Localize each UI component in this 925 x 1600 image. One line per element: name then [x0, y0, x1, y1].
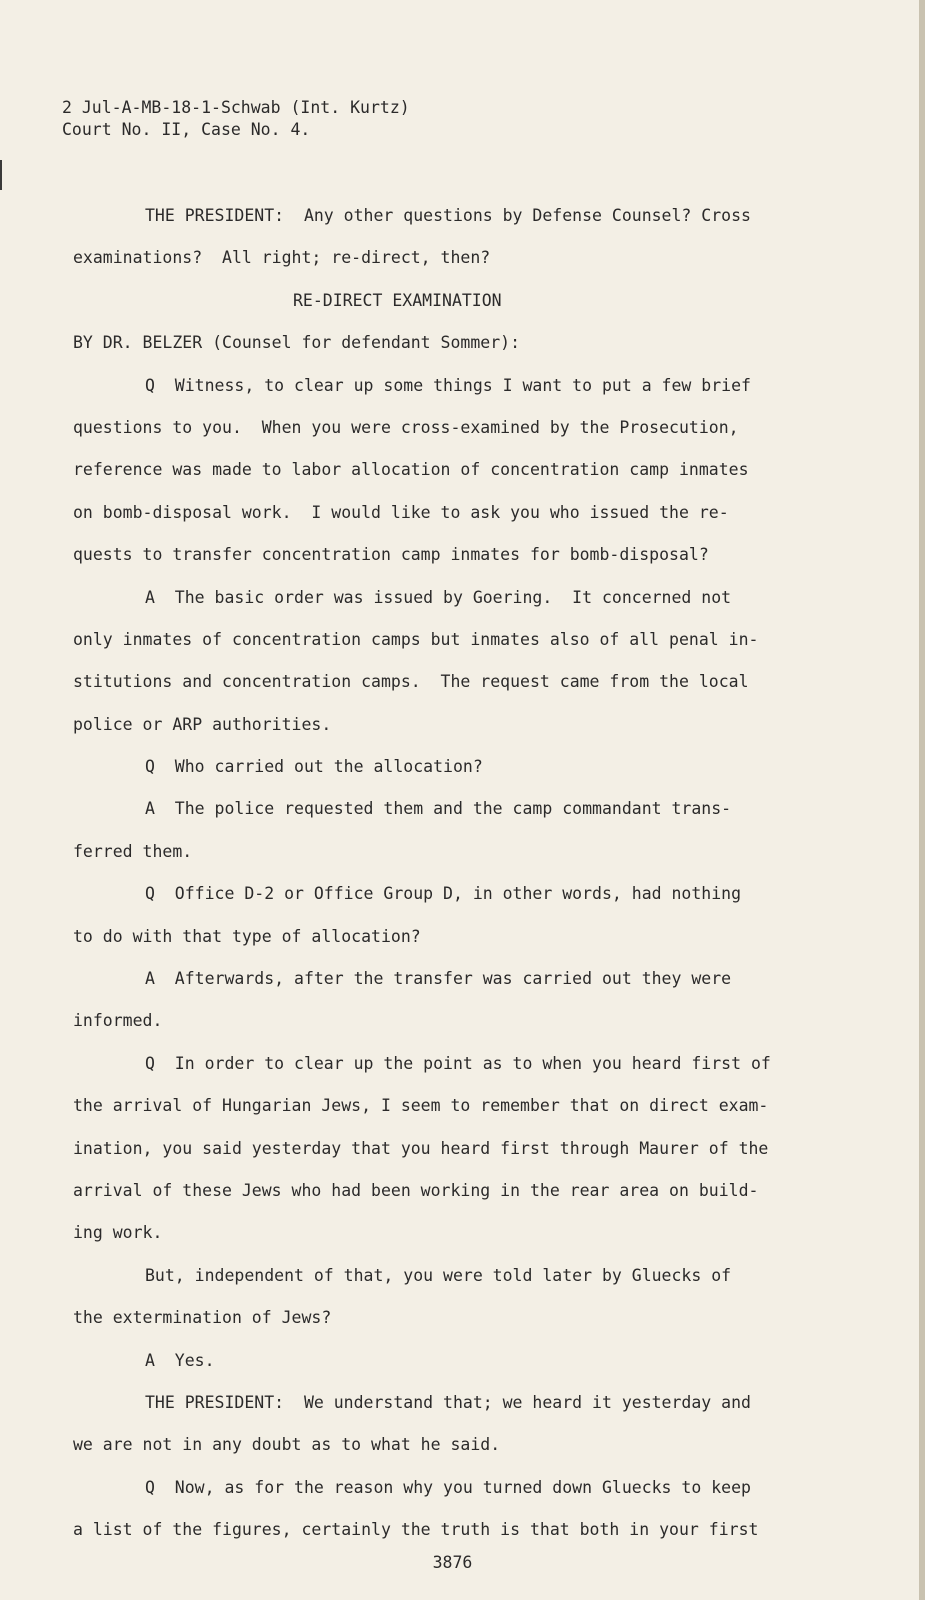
transcript-line: we are not in any doubt as to what he said. [73, 1435, 501, 1455]
transcript-line: quests to transfer concentration camp inmates for bomb-disposal? [73, 545, 709, 565]
section-heading: RE-DIRECT EXAMINATION [293, 290, 502, 310]
transcript-line: ination, you said yesterday that you heard first through Maurer of the [73, 1138, 769, 1158]
transcript-line: But, independent of that, you were told later by Gluecks of [145, 1265, 732, 1285]
transcript-line: the arrival of Hungarian Jews, I seem to remember that on direct exam- [73, 1096, 769, 1116]
transcript-line: stitutions and concentration camps. The request came from the local [73, 672, 749, 692]
transcript-line: only inmates of concentration camps but inmates also of all penal in- [73, 629, 759, 649]
transcript-line: Q Witness, to clear up some things I want to put a few brief [145, 375, 751, 395]
transcript-line: THE PRESIDENT: We understand that; we heard it yesterday and [145, 1392, 751, 1412]
transcript-line: A Afterwards, after the transfer was carried out they were [145, 969, 732, 989]
transcript-body [73, 195, 873, 1552]
transcript-line: THE PRESIDENT: Any other questions by Defense Counsel? Cross [145, 206, 751, 225]
header-line-1: 2 Jul-A-MB-18-1-Schwab (Int. Kurtz) [62, 98, 410, 117]
page-number: 3876 [432, 1553, 473, 1572]
transcript-line: to do with that type of allocation? [73, 926, 421, 946]
transcript-line: Q Office D-2 or Office Group D, in other words, had nothing [145, 884, 742, 904]
header-line-2: Court No. II, Case No. 4. [62, 120, 311, 139]
transcript-line: BY DR. BELZER (Counsel for defendant Sommer): [73, 333, 521, 353]
transcript-line: A Yes. [145, 1350, 215, 1370]
transcript-line: Q Who carried out the allocation? [145, 757, 483, 777]
transcript-line: Q Now, as for the reason why you turned down Gluecks to keep [145, 1477, 751, 1497]
transcript-line: a list of the figures, certainly the truth is that both in your first [73, 1520, 759, 1540]
transcript-line: ferred them. [73, 841, 193, 861]
transcript-line: Q In order to clear up the point as to when you heard first of [145, 1053, 771, 1073]
margin-mark [0, 160, 2, 190]
transcript-line: arrival of these Jews who had been working in the rear area on build- [73, 1180, 759, 1200]
transcript-line: questions to you. When you were cross-examined by the Prosecution, [73, 417, 739, 437]
transcript-line: A The police requested them and the camp commandant trans- [145, 799, 732, 819]
transcript-line: A The basic order was issued by Goering. It concerned not [145, 587, 732, 607]
transcript-line: the extermination of Jews? [73, 1308, 332, 1328]
transcript-line: ing work. [73, 1223, 163, 1243]
transcript-line: examinations? All right; re-direct, then? [73, 248, 491, 268]
transcript-line: police or ARP authorities. [73, 714, 332, 734]
document-header [62, 97, 410, 141]
transcript-line: informed. [73, 1011, 163, 1031]
transcript-line: reference was made to labor allocation of concentration camp inmates [73, 460, 749, 480]
transcript-line: on bomb-disposal work. I would like to ask you who issued the re- [73, 502, 729, 522]
